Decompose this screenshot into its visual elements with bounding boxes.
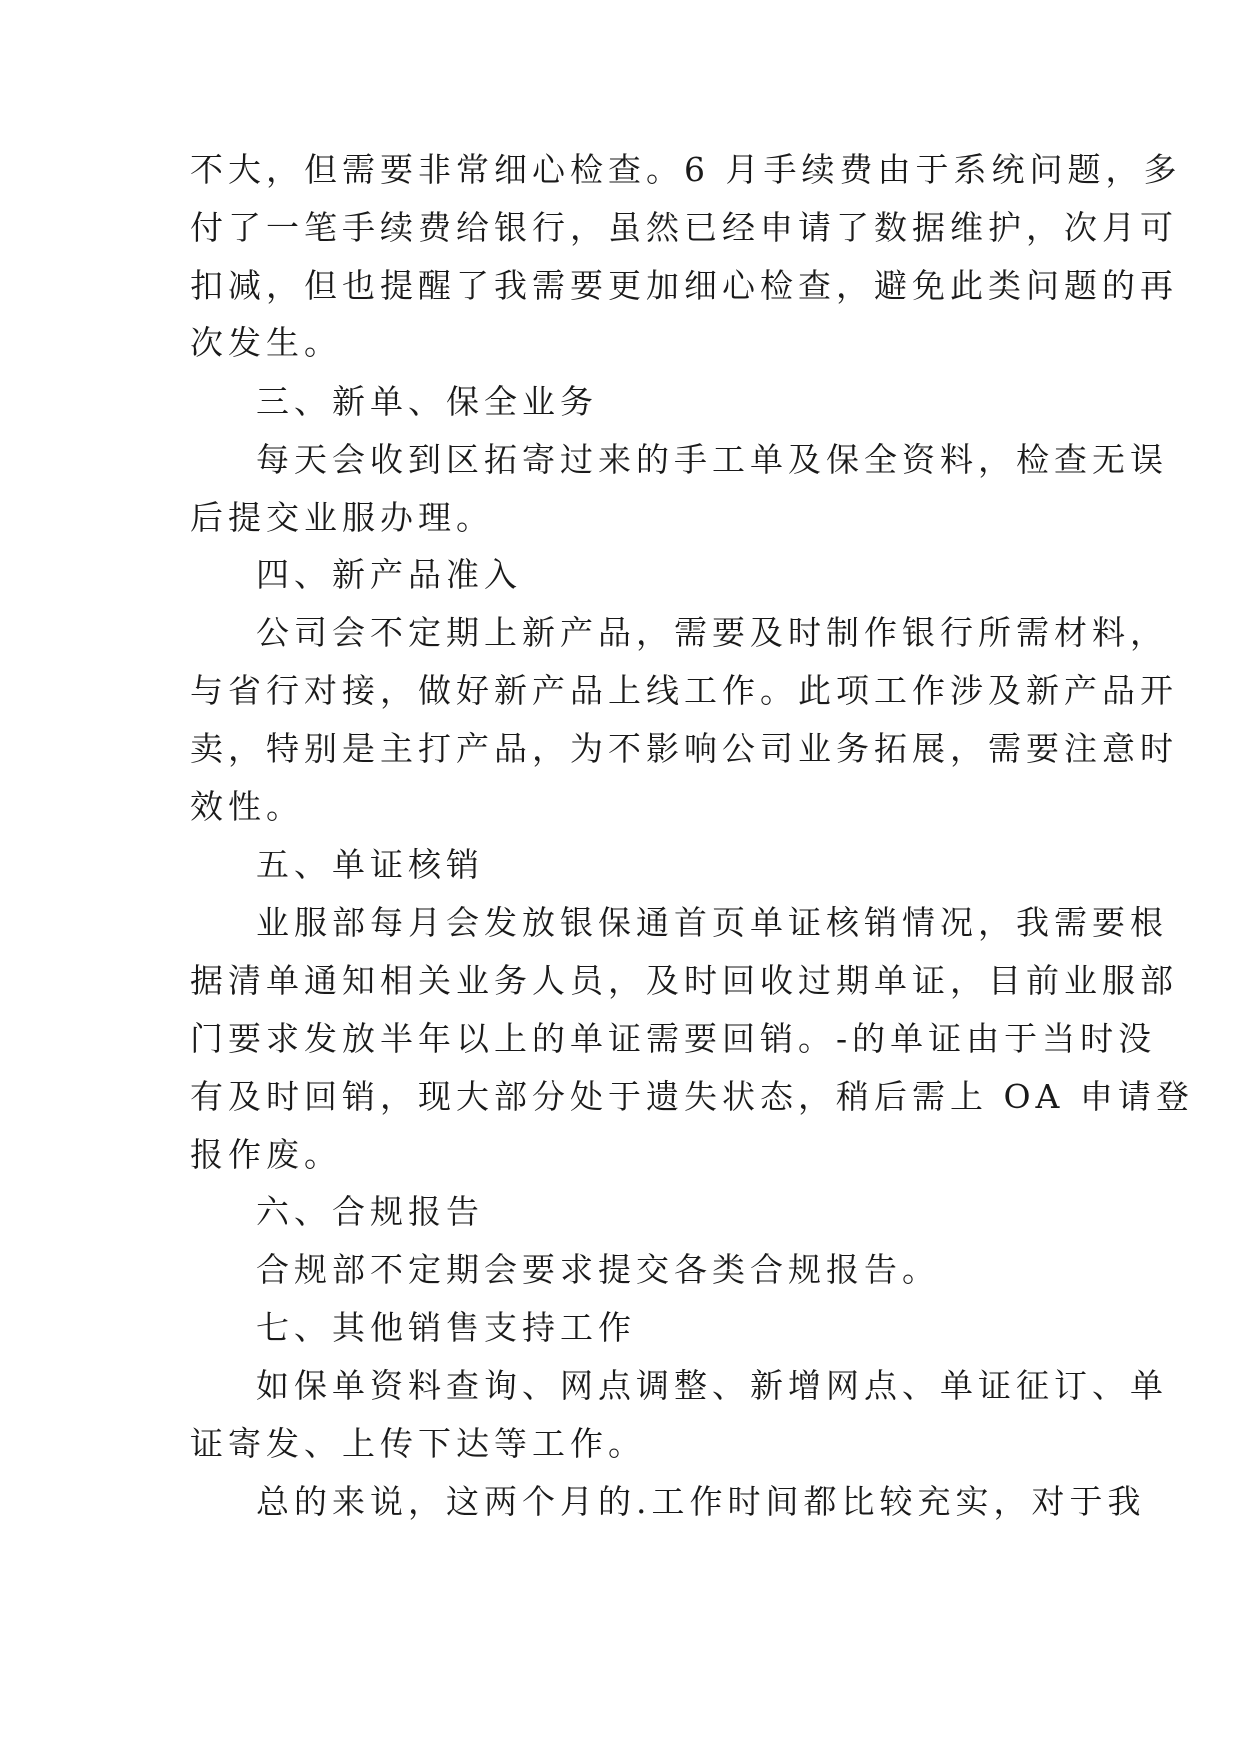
body-text-line: 与省行对接，做好新产品上线工作。此项工作涉及新产品开 (190, 671, 1178, 710)
section-heading: 六、合规报告 (256, 1192, 484, 1231)
body-text-line: 总的来说，这两个月的.工作时间都比较充实，对于我 (256, 1482, 1146, 1521)
section-heading: 五、单证核销 (256, 845, 484, 884)
body-text-line: 后提交业服办理。 (190, 498, 494, 537)
body-text-line: 证寄发、上传下达等工作。 (190, 1424, 646, 1463)
body-text-line: 每天会收到区拓寄过来的手工单及保全资料，检查无误 (256, 440, 1168, 479)
body-text-line: 卖，特别是主打产品，为不影响公司业务拓展，需要注意时 (190, 729, 1178, 768)
body-text-line: 效性。 (190, 787, 304, 826)
body-text-line: 业服部每月会发放银保通首页单证核销情况，我需要根 (256, 903, 1168, 942)
body-text-line: 次发生。 (190, 323, 342, 362)
body-text-line: 合规部不定期会要求提交各类合规报告。 (256, 1250, 940, 1289)
body-text-line: 门要求发放半年以上的单证需要回销。-的单证由于当时没 (190, 1019, 1157, 1058)
body-text-line: 公司会不定期上新产品，需要及时制作银行所需材料， (256, 613, 1168, 652)
body-text-line: 有及时回销，现大部分处于遗失状态，稍后需上 OA 申请登 (190, 1077, 1194, 1116)
section-heading: 四、新产品准入 (256, 555, 522, 594)
section-heading: 七、其他销售支持工作 (256, 1308, 636, 1347)
body-text-line: 据清单通知相关业务人员，及时回收过期单证，目前业服部 (190, 961, 1178, 1000)
body-text-line: 不大，但需要非常细心检查。6 月手续费由于系统问题，多 (190, 150, 1182, 189)
section-heading: 三、新单、保全业务 (256, 382, 598, 421)
body-text-line: 扣减，但也提醒了我需要更加细心检查，避免此类问题的再 (190, 266, 1178, 305)
body-text-line: 如保单资料查询、网点调整、新增网点、单证征订、单 (256, 1366, 1168, 1405)
body-text-line: 付了一笔手续费给银行，虽然已经申请了数据维护，次月可 (190, 208, 1178, 247)
body-text-line: 报作废。 (190, 1135, 342, 1174)
